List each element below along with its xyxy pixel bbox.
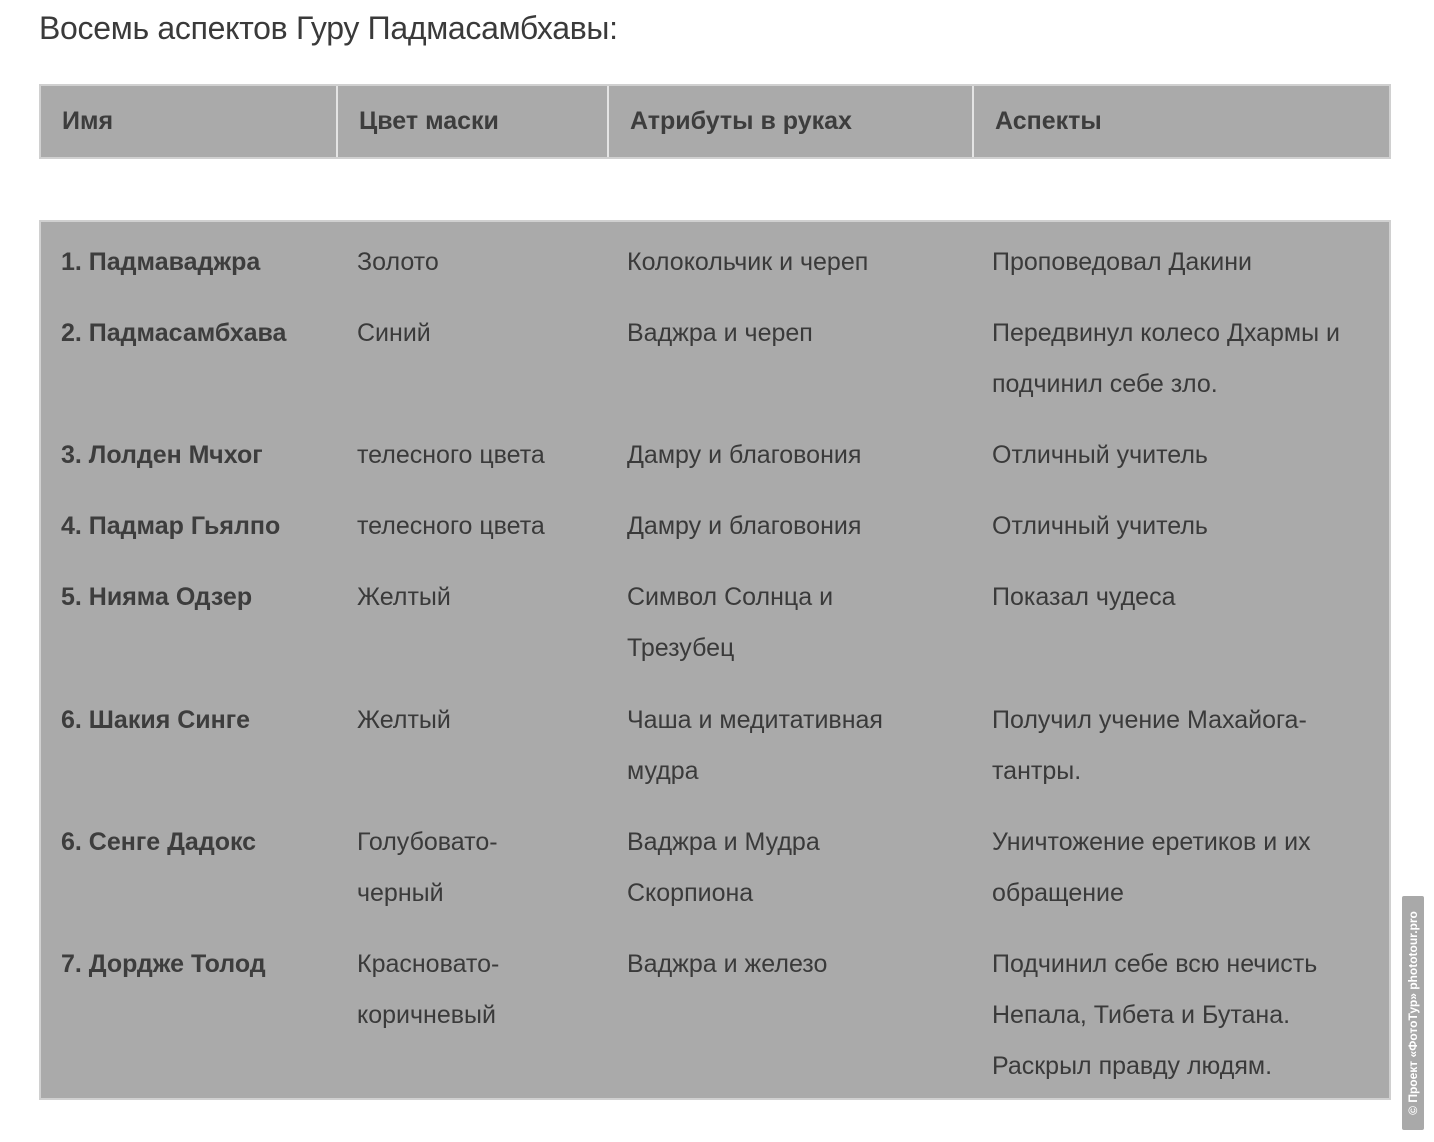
row-mask-color: Голубовато-черный — [357, 828, 498, 907]
row-attributes: Колокольчик и череп — [627, 248, 869, 276]
row-attributes: Ваджра и Мудра Скорпиона — [627, 828, 820, 907]
row-mask-color: Красновато-коричневый — [357, 950, 500, 1029]
row-aspect: Отличный учитель — [992, 441, 1208, 469]
row-mask-color: телесного цвета — [357, 512, 545, 540]
header-mask-color: Цвет маски — [359, 107, 499, 135]
row-name: 2. Падмасамбхава — [61, 319, 287, 347]
row-mask-color: телесного цвета — [357, 441, 545, 469]
row-attributes: Дамру и благовония — [627, 441, 862, 469]
header-attributes: Атрибуты в руках — [630, 107, 852, 135]
row-mask-color: Желтый — [357, 583, 451, 611]
watermark-text: © Проект «ФотоТур» phototour.pro — [1406, 911, 1420, 1115]
row-aspect: Проповедовал Дакини — [992, 248, 1253, 276]
row-name: 5. Нияма Одзер — [61, 583, 253, 611]
row-name: 6. Сенге Дадокс — [61, 828, 257, 856]
row-aspect: Отличный учитель — [992, 512, 1208, 540]
row-attributes: Ваджра и череп — [627, 319, 813, 347]
row-mask-color: Синий — [357, 319, 431, 347]
row-aspect: Подчинил себе всю нечисть Непала, Тибета и Бутана. Раскрыл правду людям. — [992, 950, 1318, 1080]
row-aspect: Получил учение Махайога-тантры. — [992, 706, 1307, 785]
page-title: Восемь аспектов Гуру Падмасамбхавы: — [39, 10, 618, 46]
row-name: 6. Шакия Синге — [61, 706, 251, 734]
header-aspects: Аспекты — [995, 107, 1102, 135]
watermark — [1402, 896, 1424, 1130]
header-name: Имя — [62, 107, 114, 135]
row-mask-color: Золото — [357, 248, 439, 276]
row-attributes: Чаша и медитативная мудра — [627, 706, 883, 785]
row-attributes: Ваджра и железо — [627, 950, 828, 978]
row-name: 3. Лолден Мчхог — [61, 441, 263, 469]
table-body — [39, 220, 1391, 1100]
row-aspect: Уничтожение еретиков и их обращение — [992, 828, 1311, 907]
row-aspect: Показал чудеса — [992, 583, 1176, 611]
row-attributes: Дамру и благовония — [627, 512, 862, 540]
row-mask-color: Желтый — [357, 706, 451, 734]
table-header — [39, 84, 1391, 159]
row-name: 1. Падмаваджра — [61, 248, 261, 276]
row-name: 7. Дордже Толод — [61, 950, 266, 978]
row-name: 4. Падмар Гьялпо — [61, 512, 281, 540]
row-attributes: Символ Солнца и Трезубец — [627, 583, 834, 662]
row-aspect: Передвинул колесо Дхармы и подчинил себе зло. — [992, 319, 1340, 398]
